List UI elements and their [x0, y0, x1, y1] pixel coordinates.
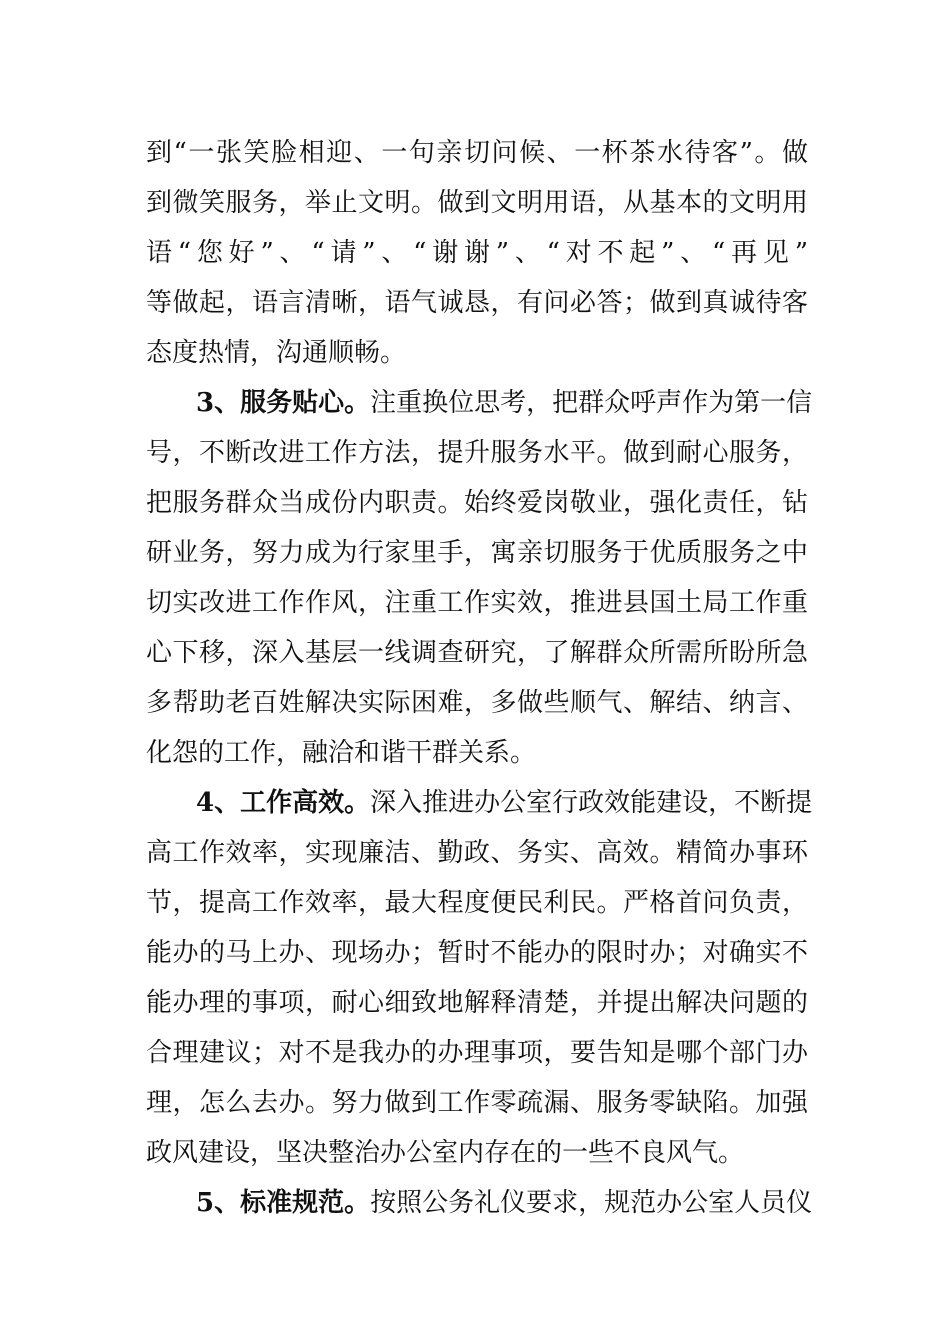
paragraph-line: 到“一张笑脸相迎、一句亲切问候、一杯茶水待客”。做	[146, 138, 808, 168]
section-heading-5: 5、标准规范。	[196, 1188, 371, 1218]
section-3-first-line	[196, 378, 813, 428]
paragraph-line: 语“您好”、“请”、“谢谢”、“对不起”、“再见”	[146, 238, 808, 268]
paragraph-line: 到微笑服务，举止文明。做到文明用语，从基本的文明用	[146, 188, 808, 218]
paragraph-line: 等做起，语言清晰，语气诚恳，有问必答；做到真诚待客	[146, 288, 808, 318]
paragraph-line: 号，不断改进工作方法，提升服务水平。做到耐心服务，	[146, 438, 808, 468]
section-5-text: 按照公务礼仪要求，规范办公室人员仪	[370, 1188, 813, 1218]
section-4-text: 深入推进办公室行政效能建设，不断提	[370, 788, 813, 818]
paragraph-line: 把服务群众当成份内职责。始终爱岗敬业，强化责任，钻	[146, 488, 808, 518]
paragraph-line: 研业务，努力成为行家里手，寓亲切服务于优质服务之中	[146, 538, 808, 568]
paragraph-line: 化怨的工作，融洽和谐干群关系。	[146, 738, 537, 768]
paragraph-line: 高工作效率，实现廉洁、勤政、务实、高效。精简办事环	[146, 838, 808, 868]
section-4-first-line	[196, 778, 813, 828]
section-heading-4: 4、工作高效。	[196, 788, 371, 818]
paragraph-line: 切实改进工作作风，注重工作实效，推进县国土局工作重	[146, 588, 808, 618]
paragraph-line: 态度热情，沟通顺畅。	[146, 338, 407, 368]
paragraph-line: 多帮助老百姓解决实际困难，多做些顺气、解结、纳言、	[146, 688, 808, 718]
paragraph-line: 理，怎么去办。努力做到工作零疏漏、服务零缺陷。加强	[146, 1088, 808, 1118]
paragraph-line: 政风建设，坚决整治办公室内存在的一些不良风气。	[146, 1138, 745, 1168]
section-3-text: 注重换位思考，把群众呼声作为第一信	[370, 388, 813, 418]
paragraph-line: 心下移，深入基层一线调查研究，了解群众所需所盼所急	[146, 638, 808, 668]
paragraph-line: 节，提高工作效率，最大程度便民利民。严格首问负责，	[146, 888, 808, 918]
paragraph-line: 能办理的事项，耐心细致地解释清楚，并提出解决问题的	[146, 988, 808, 1018]
paragraph-line: 合理建议；对不是我办的办理事项，要告知是哪个部门办	[146, 1038, 808, 1068]
section-heading-3: 3、服务贴心。	[196, 388, 371, 418]
paragraph-line: 能办的马上办、现场办；暂时不能办的限时办；对确实不	[146, 938, 808, 968]
section-5-first-line	[196, 1178, 813, 1228]
